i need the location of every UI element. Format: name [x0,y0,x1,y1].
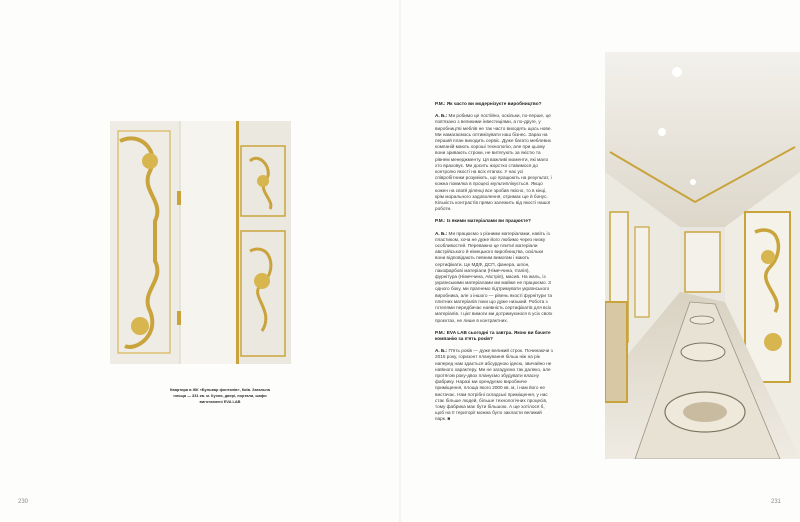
caption-line: Квартира в ЖК «Бульвар фонтанів», Київ. Загальна [170,387,270,392]
answer-text: Ми працюємо з різними матеріалами, навіть із пластиком, хоча не дуже його любимо через низку особливостей. Переважно це плити/ матеріали австрійського й німецького виробництва, оскільки вони відповідають певним вимогам і мають сертифікати. Це МДФ, ДСП, фанера, шпон, лакофарбові матеріали (Німеччина, Італія), фурнітура (Німеччина, Австрія), масив. На жаль, із українськими матеріалами ми майже не працюємо. З одного боку, ми прагнемо підтримувати українського виробника, але з іншого — рівень якості фурнітури та плитних матеріалів поки що дуже низький. Робота з готелями передбачає наявність сертифікатів для всіх матеріалів. І цієї вимоги ми дотримуємося в усіх своїх проєктах, не лише в контрактних. [435,230,553,323]
page-number-right: 231 [771,499,782,505]
answer-text: П'ять років — дуже великий строк. Починаючи з 2015 року, горизонт планування більш ніж на рік наперед нам здається абсурдною ідеєю, звичайно не наївного характеру. Ми не загадуємо так далеко, але протягом року-двох плануємо збудувати власну фабрику. Наразі ми орендуємо виробниче приміщення, площа якого 2000 кв. м, і нам його не вистачає. Нам потрібні складські приміщення, у нас стає більше людей, більше технологічних процесів, тому фабрика має бути більшою. А ще хотілося б, щоб на її території можна було закласти великий парк. ■ [435,348,553,422]
answer-prefix: А. Б.: [435,348,448,354]
caption-line: площа — 331 кв. м. Кухня, двері, портали, шафи [173,393,267,398]
photo-caption [140,387,300,405]
page-number-left: 230 [18,499,29,505]
answer [435,231,553,324]
answer [435,113,553,212]
page-gutter [399,0,401,522]
corridor-photo [605,52,800,459]
question: Р.М.: Як часто ви модернізуєте виробництво? [435,101,542,106]
door-photo [110,121,291,364]
answer-prefix: А. Б.: [435,113,448,119]
caption-line: виготовлені EVA LAB [199,399,241,404]
interview-text [435,101,553,429]
answer-text: Ми робимо це постійно, оскільки, по-перше, це пов'язано з великими інвестиціями, а по-друге, у виробництві меблів не так часто виходять щось нове. Ми намагаємось оптимізувати наш бізнес. Зараз на перший план виходить сервіс. Дуже багато меблевих компаній мають хороші технологію, але при цьому вони зривають строки, не витягують за якістю та рівнем менеджменту. Ця важливі моменти, які мало хто враховує. Ми досить жорстко ставимося до контролю якості на всіх етапах. У нас усі співробітники розуміють, що працюють на результат, і кожна помилка в процесі мультиплікується. Якщо кожен на своїй ділянці все зробив якісно, то в кінці, крім морального задоволення, отримає ще й бонус. Кількість контрастів прямо залежить від якості нашої роботи. [435,113,552,212]
question: Р.М.: Із якими матеріалами ви працюєте? [435,218,531,224]
question: Р.М.: EVA LAB сьогодні та завтра. Якою ви бачите компанію за п'ять років? [435,329,551,341]
answer-prefix: А. Б.: [435,230,448,236]
answer [435,348,553,422]
